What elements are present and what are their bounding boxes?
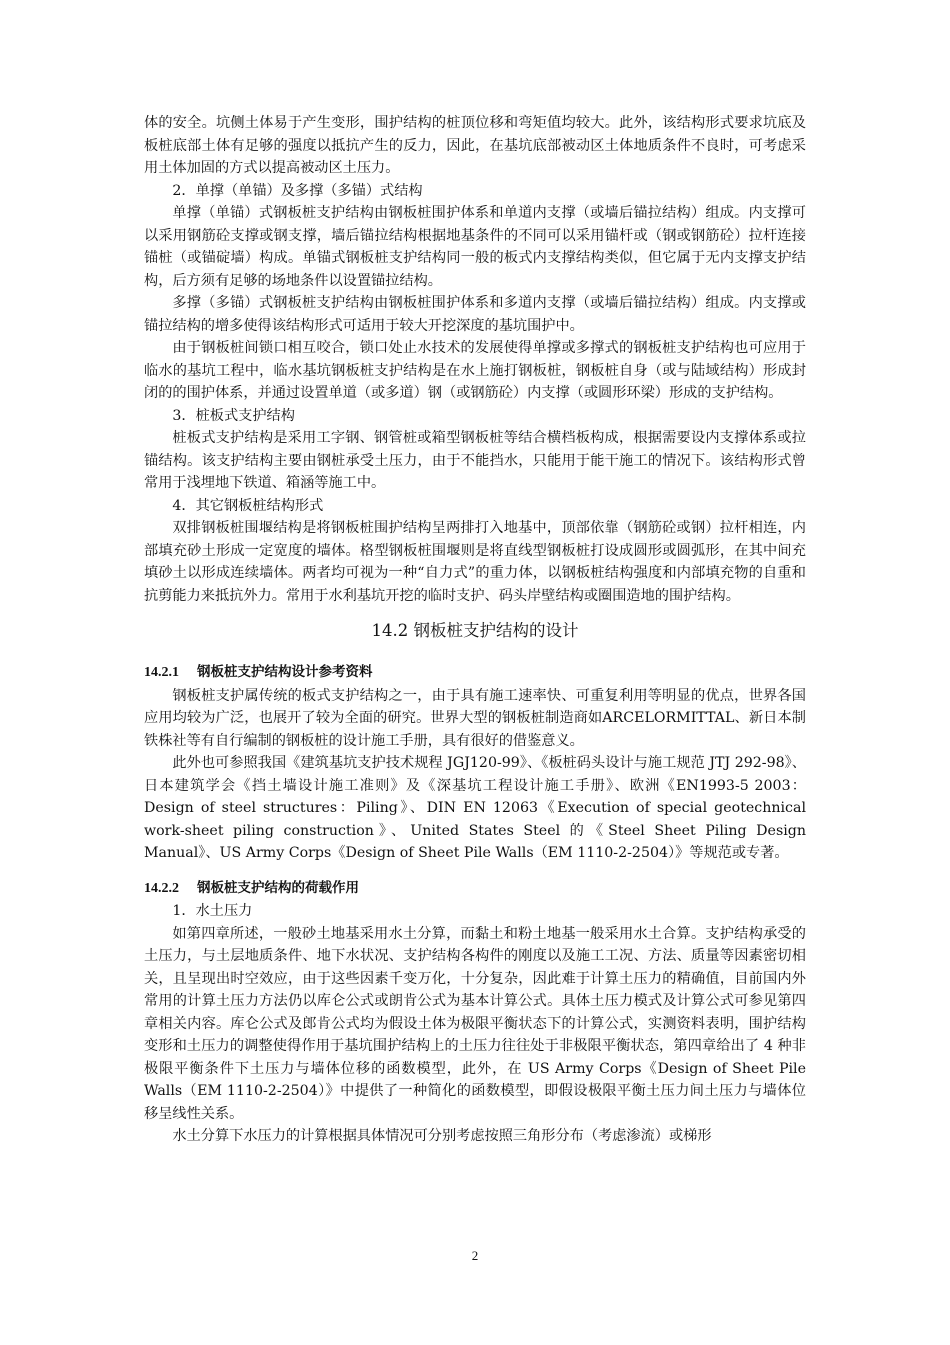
item-heading-4: 4．其它钢板桩结构形式 xyxy=(172,497,324,514)
subsection-number: 14.2.2 xyxy=(144,880,179,896)
paragraph: 由于钢板桩间锁口相互咬合，锁口处止水技术的发展使得单撑或多撑式的钢板桩支护结构也可应用于临水的基坑工程中，临水基坑钢板桩支护结构是在水上施打钢板桩，钢板桩自身（或与陆域结构）形成封闭的的围护体系，并通过设置单道（或多道）钢（或钢筋砼）内支撑（或圆形环梁）形成的支护结构。 xyxy=(144,340,806,401)
item-heading-1: 1．水土压力 xyxy=(172,903,253,919)
subsection-heading xyxy=(144,661,806,685)
subsection-title: 钢板桩支护结构的荷载作用 xyxy=(197,879,359,896)
spacer xyxy=(144,865,806,877)
paragraph: 单撑（单锚）式钢板桩支护结构由钢板桩围护体系和单道内支撑（或墙后锚拉结构）组成。内支撑可以采用钢筋砼支撑或钢支撑，墙后锚拉结构根据地基条件的不同可以采用锚杆或（钢或钢筋砼）拉杆连接锚桩（或锚碇墙）构成。单锚式钢板桩支护结构同一般的板式内支撑结构类似，但它属于无内支撑支护结构，后方须有足够的场地条件以设置锚拉结构。 xyxy=(144,205,806,289)
item-heading-2: 2．单撑（单锚）及多撑（多锚）式结构 xyxy=(172,182,423,199)
section-title: 14.2 钢板桩支护结构的设计 xyxy=(371,621,579,640)
paragraph: 钢板桩支护属传统的板式支护结构之一，由于具有施工速率快、可重复利用等明显的优点，世界各国应用均较为广泛，也展开了较为全面的研究。世界大型的钢板桩制造商如ARCELORMITTAL、新日本制铁株社等有自行编制的钢板桩的设计施工手册，具有很好的借鉴意义。 xyxy=(144,687,806,749)
document-body xyxy=(144,112,806,1148)
paragraph: 体的安全。坑侧土体易于产生变形，围护结构的桩顶位移和弯矩值均较大。此外，该结构形式要求坑底及板桩底部土体有足够的强度以抵抗产生的反力，因此，在基坑底部被动区土体地质条件不良时，可考虑采用土体加固的方式以提高被动区土压力。 xyxy=(144,115,806,176)
paragraph: 多撑（多锚）式钢板桩支护结构由钢板桩围护体系和多道内支撑（或墙后锚拉结构）组成。内支撑或锚拉结构的增多使得该结构形式可适用于较大开挖深度的基坑围护中。 xyxy=(144,295,806,334)
paragraph: 桩板式支护结构是采用工字钢、钢管桩或箱型钢板桩等结合横档板构成，根据需要设内支撑体系或拉锚结构。该支护结构主要由钢桩承受土压力，由于不能挡水，只能用于能干施工的情况下。该结构形式曾常用于浅埋地下铁道、箱涵等施工中。 xyxy=(144,430,806,491)
paragraph: 双排钢板桩围堰结构是将钢板桩围护结构呈两排打入地基中，顶部依靠（钢筋砼或钢）拉杆相连，内部填充砂土形成一定宽度的墙体。格型钢板桩围堰则是将直线型钢板桩打设成圆形或圆弧形，在其中间充填砂土以形成连续墙体。两者均可视为一种“自力式”的重力体，以钢板桩结构强度和内部填充物的自重和抗剪能力来抵抗外力。常用于水利基坑开挖的临时支护、码头岸壁结构或圈围造地的围护结构。 xyxy=(144,520,806,604)
page-number: 2 xyxy=(471,1248,479,1263)
paragraph: 水土分算下水压力的计算根据具体情况可分别考虑按照三角形分布（考虑渗流）或梯形 xyxy=(172,1128,712,1144)
item-heading-3: 3．桩板式支护结构 xyxy=(172,407,295,424)
paragraph: 此外也可参照我国《建筑基坑支护技术规程 JGJ120-99》、《板桩码头设计与施工规范 JTJ 292-98》、日本建筑学会《挡土墙设计施工准则》及《深基坑工程设计施工手册》、欧洲《EN1993-5 2003：Design of steel structures：Piling》、DIN EN 12063《Execution of special geotechnical work-sheet piling construction》、United States Steel 的《Steel Sheet Piling Design Manual》、US Army Corps《Design of Sheet Pile Walls（EM 1110-2-2504）》等规范或专著。 xyxy=(144,755,806,861)
subsection-heading xyxy=(144,877,806,901)
subsection-number: 14.2.1 xyxy=(144,665,179,680)
subsection-title: 钢板桩支护结构设计参考资料 xyxy=(197,664,373,680)
paragraph: 如第四章所述，一般砂土地基采用水土分算，而黏土和粉土地基一般采用水土合算。支护结构承受的土压力，与土层地质条件、地下水状况、支护结构各构件的刚度以及施工工况、方法、质量等因素密切相关，且呈现出时空效应，由于这些因素千变万化，十分复杂，因此难于计算土压力的精确值，目前国内外常用的计算土压力方法仍以库仑公式或朗肯公式为基本计算公式。具体土压力模式及计算公式可参见第四章相关内容。库仑公式及郎肯公式均为假设土体为极限平衡状态下的计算公式，实测资料表明，围护结构变形和土压力的调整使得作用于基坑围护结构上的土压力往往处于非极限平衡状态，第四章给出了 4 种非极限平衡条件下土压力与墙体位移的函数模型，此外，在 US Army Corps《Design of Sheet Pile Walls（EM 1110-2-2504）》中提供了一种简化的函数模型，即假设极限平衡土压力间土压力与墙体位移呈线性关系。 xyxy=(144,925,806,1122)
